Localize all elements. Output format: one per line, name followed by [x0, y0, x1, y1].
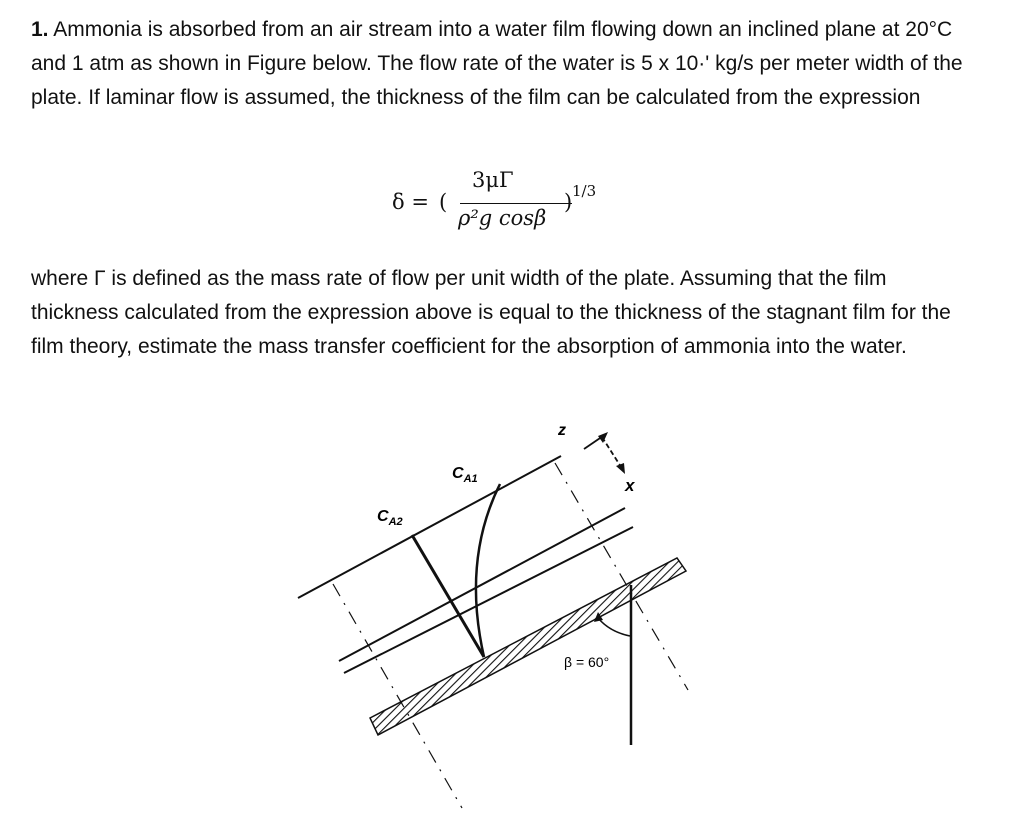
equation-denominator: ρ²g cosβ [458, 206, 547, 230]
equation-open-paren: ( [439, 190, 448, 214]
angle-arc [598, 618, 630, 636]
equation-numerator: 3μΓ [472, 168, 514, 192]
equation-exponent: 1/3 [572, 182, 597, 200]
label-ca1: $C_{A1}$ [452, 465, 478, 485]
concentration-profile-curve [476, 484, 500, 657]
label-ca2: $C_{A2}$ [377, 508, 403, 528]
label-x: x [625, 476, 635, 495]
label-z: z [558, 422, 566, 439]
equation-close-paren: ) [564, 190, 573, 214]
inclined-plate [370, 558, 686, 735]
label-angle: β = 60° [564, 654, 610, 670]
x-axis-arrowhead [616, 463, 625, 474]
problem-text-intro: Ammonia is absorbed from an air stream into a water film flowing down an inclined plane at 20°C and 1 atm as shown in Figure below. The flow rate of the water is 5 x 10·' kg/s per meter width of the plate. If laminar flow is assumed, the thickness of the film can be calculated from the expression [31, 18, 963, 109]
gas-film-boundary-line [298, 456, 561, 598]
concentration-line-straight [412, 535, 484, 657]
problem-number: 1. [31, 18, 49, 41]
equation-lhs: δ = [392, 190, 429, 214]
problem-followup: where Γ is defined as the mass rate of flow per unit width of the plate. Assuming that the film thickness calculated from the expression above is equal to the thickness of the stagnant film for the film theory, estimate the mass transfer coefficient for the absorption of ammonia into the water. [31, 267, 951, 358]
